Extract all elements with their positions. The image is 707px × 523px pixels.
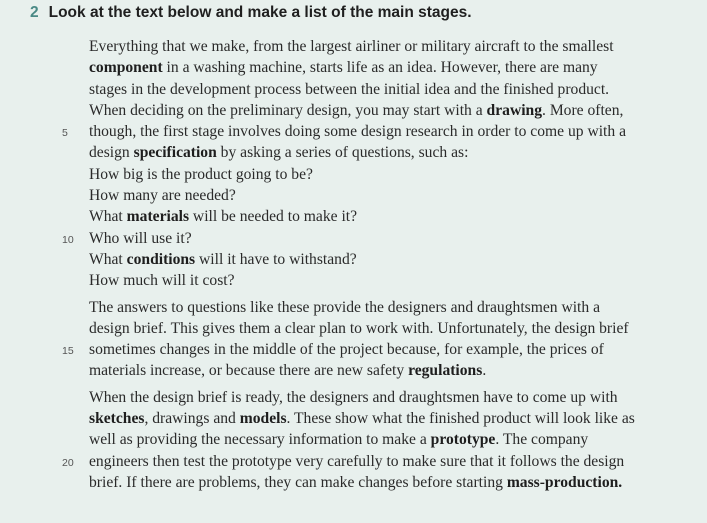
text-segment: sometimes changes in the middle of the project because, for example, the prices of (89, 341, 604, 359)
text-segment: by asking a series of questions, such as: (216, 144, 469, 162)
text-segment: materials increase, or because there are new safety (89, 362, 409, 380)
passage-line (0, 270, 707, 291)
passage-line (0, 249, 707, 270)
passage-line (0, 36, 707, 57)
passage-line (0, 408, 707, 429)
passage-line (0, 472, 707, 493)
passage-line (0, 228, 707, 249)
text-segment: will it have to withstand? (195, 250, 357, 268)
passage-line (0, 297, 707, 318)
text-segment: How big is the product going to be? (89, 165, 313, 183)
line-number: 5 (62, 127, 68, 140)
text-segment: , drawings and (144, 410, 240, 428)
text-segment: though, the first stage involves doing some design research in order to come up with a (89, 123, 626, 141)
reading-passage (0, 36, 707, 493)
key-term: conditions (126, 250, 196, 268)
passage-line (0, 206, 707, 227)
passage-line (0, 318, 707, 339)
text-segment: design (89, 144, 134, 162)
line-number: 10 (62, 233, 74, 246)
text-segment: How many are needed? (89, 187, 236, 205)
text-segment: . The company (495, 431, 589, 449)
text-segment: brief. If there are problems, they can make changes before starting (89, 473, 507, 491)
text-segment: Everything that we make, from the largest airliner or military aircraft to the smallest (89, 38, 614, 55)
passage-line (0, 121, 707, 142)
text-segment: stages in the development process between the initial idea and the finished product. (89, 80, 610, 98)
text-segment: . (482, 362, 487, 380)
key-term: models (239, 410, 287, 428)
passage-line (0, 79, 707, 100)
text-segment: engineers then test the prototype very carefully to make sure that it follows the design (89, 452, 625, 470)
text-segment: When the design brief is ready, the designers and draughtsmen have to come up with (89, 388, 618, 406)
passage-line (0, 451, 707, 472)
text-segment: . More often, (542, 101, 624, 119)
text-segment: When deciding on the preliminary design, you may start with a (89, 101, 487, 119)
passage-line (0, 387, 707, 408)
passage-line (0, 164, 707, 185)
passage-line (0, 57, 707, 78)
task-number: 2 (30, 4, 39, 21)
task-instruction: Look at the text below and make a list of the main stages. (48, 4, 472, 21)
key-term: specification (133, 144, 217, 162)
text-segment: What (89, 208, 127, 226)
text-segment: design brief. This gives them a clear plan to work with. Unfortunately, the design brief (89, 319, 629, 337)
passage-line (0, 142, 707, 163)
text-segment: The answers to questions like these provide the designers and draughtsmen with a (89, 298, 601, 316)
key-term: prototype (430, 431, 496, 449)
text-segment: Who will use it? (89, 229, 192, 247)
text-segment: . These show what the finished product will look like as (286, 410, 635, 428)
passage-line (0, 360, 707, 381)
key-term: drawing (486, 101, 543, 119)
text-segment: What (89, 250, 127, 268)
key-term: component (89, 59, 163, 77)
key-term: sketches (89, 410, 145, 428)
text-segment: will be needed to make it? (189, 208, 358, 226)
passage-line (0, 429, 707, 450)
passage-line (0, 339, 707, 360)
text-segment: in a washing machine, starts life as an idea. However, there are many (162, 59, 598, 77)
line-number: 15 (62, 345, 74, 358)
passage-line (0, 100, 707, 121)
text-segment: well as providing the necessary information to make a (89, 431, 431, 449)
passage-line (0, 185, 707, 206)
key-term: regulations (408, 362, 483, 380)
task-heading (30, 4, 472, 22)
key-term: materials (126, 208, 190, 226)
key-term: mass-production. (506, 473, 623, 491)
line-number: 20 (62, 456, 74, 469)
text-segment: How much will it cost? (89, 272, 235, 290)
